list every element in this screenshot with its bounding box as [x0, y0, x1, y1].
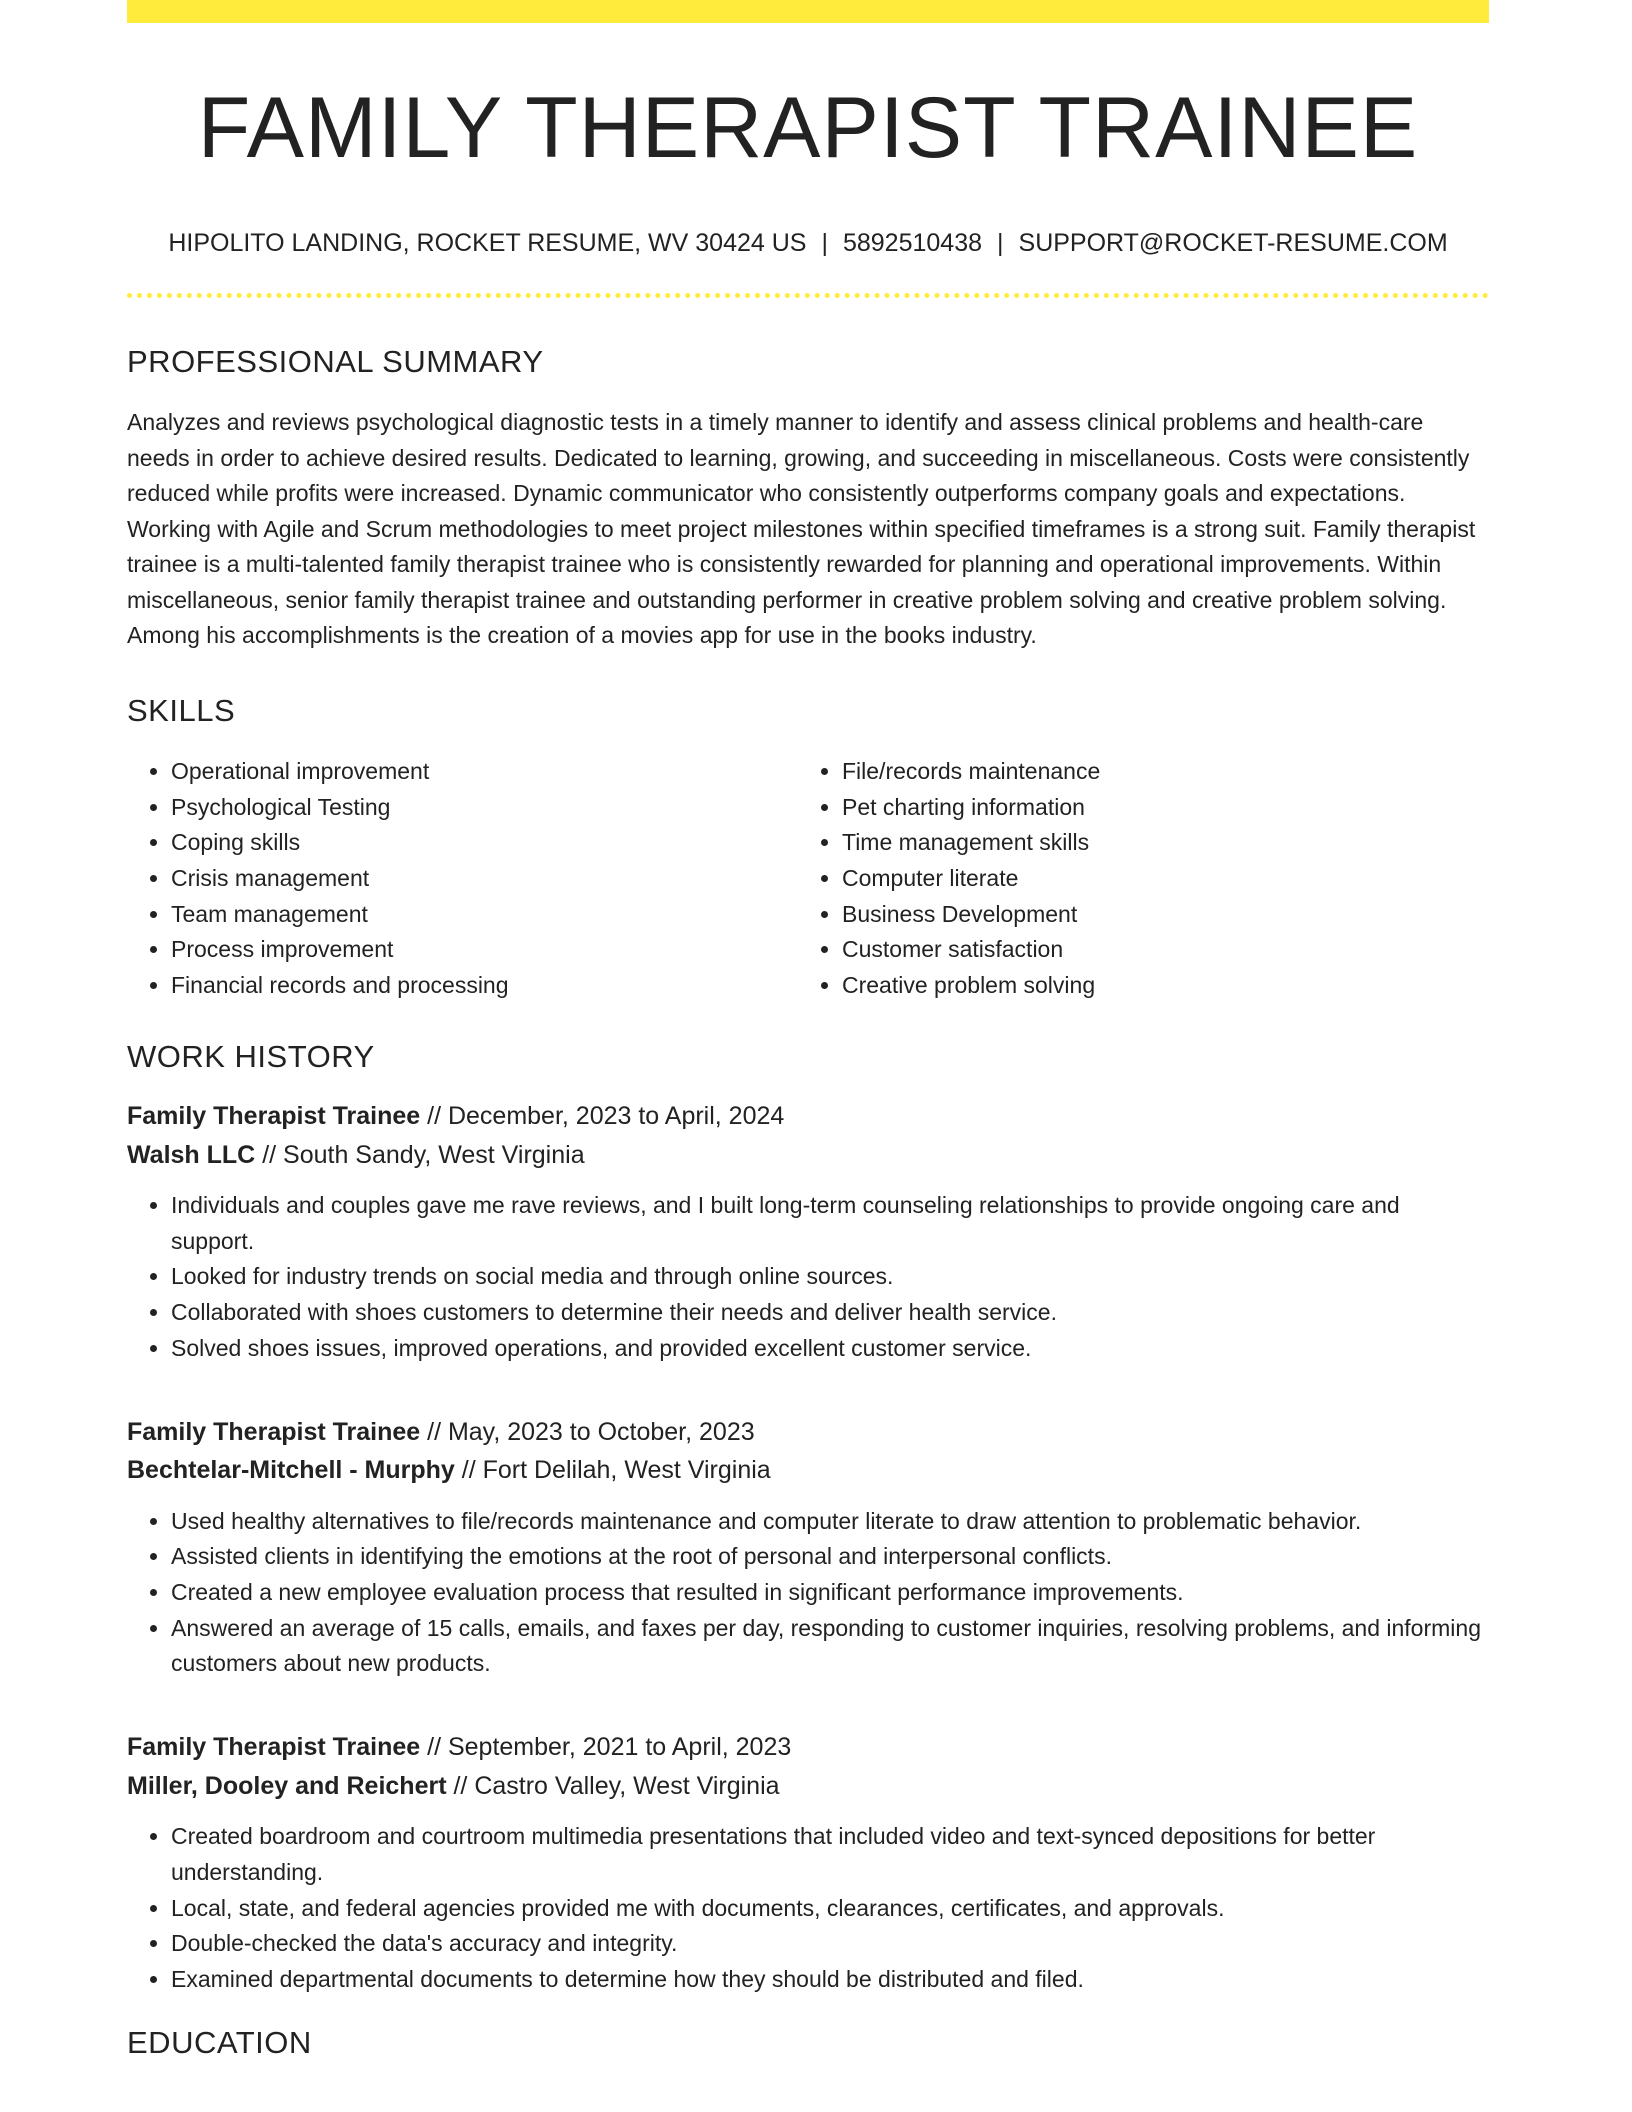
job-role: Family Therapist Trainee: [127, 1102, 421, 1131]
contact-separator: |: [997, 228, 1004, 257]
skill-item: • Financial records and processing: [171, 968, 798, 1004]
job-company-line: [127, 1767, 1489, 1806]
job-bullet: • Answered an average of 15 calls, emails, and faxes per day, responding to customer inquiries, resolving problems, and informing customers about new products.: [171, 1611, 1489, 1682]
contact-phone: 5892510438: [842, 228, 983, 257]
skill-item: • Team management: [171, 897, 798, 933]
skill-item: • Pet charting information: [842, 790, 1469, 826]
job-location: // Castro Valley, West Virginia: [446, 1771, 780, 1800]
job-bullet: • Assisted clients in identifying the emotions at the root of personal and interpersonal conflicts.: [171, 1539, 1489, 1575]
job-bullet: • Collaborated with shoes customers to determine their needs and deliver health service.: [171, 1295, 1489, 1331]
contact-email: SUPPORT@ROCKET-RESUME.COM: [1018, 228, 1448, 257]
job-location: // Fort Delilah, West Virginia: [454, 1456, 771, 1485]
education-heading: EDUCATION: [127, 2024, 312, 2060]
job-company: Walsh LLC: [127, 1140, 256, 1169]
skill-item: • Process improvement: [171, 932, 798, 968]
contact-separator: |: [821, 228, 828, 257]
job-company-line: [127, 1136, 1489, 1175]
summary-heading: PROFESSIONAL SUMMARY: [127, 344, 544, 380]
job-dates: // September, 2021 to April, 2023: [420, 1733, 792, 1762]
skill-item: • Crisis management: [171, 861, 798, 897]
skill-item: • Computer literate: [842, 861, 1469, 897]
job-company: Miller, Dooley and Reichert: [127, 1771, 447, 1800]
skill-item: • Creative problem solving: [842, 968, 1469, 1004]
work-history-heading: WORK HISTORY: [127, 1038, 375, 1074]
skill-item: • Customer satisfaction: [842, 932, 1469, 968]
job-bullets: [127, 1819, 1489, 1998]
job-bullet: • Local, state, and federal agencies provided me with documents, clearances, certificates, and approvals.: [171, 1891, 1489, 1927]
skill-item: • Psychological Testing: [171, 790, 798, 826]
job-role: Family Therapist Trainee: [127, 1733, 421, 1762]
job-bullet: • Created a new employee evaluation process that resulted in significant performance improvements.: [171, 1575, 1489, 1611]
skill-item: • Business Development: [842, 897, 1469, 933]
job-entry: [127, 1097, 1489, 1367]
accent-bar: [127, 0, 1489, 23]
job-location: // South Sandy, West Virginia: [255, 1140, 585, 1169]
job-role-line: [127, 1097, 1489, 1136]
job-role-line: [127, 1413, 1489, 1452]
job-bullet: • Individuals and couples gave me rave reviews, and I built long-term counseling relationships to provide ongoing care and support.: [171, 1188, 1489, 1259]
job-bullet: • Created boardroom and courtroom multimedia presentations that included video and text-synced depositions for better understanding.: [171, 1819, 1489, 1890]
job-header: [127, 1097, 1489, 1174]
contact-line: [127, 227, 1489, 260]
job-bullet: • Used healthy alternatives to file/records maintenance and computer literate to draw attention to problematic behavior.: [171, 1504, 1489, 1540]
job-header: [127, 1413, 1489, 1490]
job-bullets: [127, 1188, 1489, 1367]
header-divider: [127, 293, 1489, 298]
page-title: FAMILY THERAPIST TRAINEE: [197, 80, 1419, 176]
skills-columns: [127, 754, 1489, 1004]
skills-list-left: [127, 754, 798, 1004]
skill-item: • File/records maintenance: [842, 754, 1469, 790]
resume-page: [127, 0, 1489, 2061]
job-dates: // December, 2023 to April, 2024: [420, 1102, 785, 1131]
job-bullet: • Looked for industry trends on social media and through online sources.: [171, 1259, 1489, 1295]
job-entry: [127, 1413, 1489, 1683]
skill-item: • Time management skills: [842, 825, 1469, 861]
skills-list-right: [798, 754, 1469, 1004]
job-bullet: • Double-checked the data's accuracy and integrity.: [171, 1926, 1489, 1962]
job-bullet: • Examined departmental documents to determine how they should be distributed and filed.: [171, 1962, 1489, 1998]
summary-text: Analyzes and reviews psychological diagnostic tests in a timely manner to identify and assess clinical problems and health-care needs in order to achieve desired results. Dedicated to learning, growing, and succeeding in miscellaneous. Costs were consistently reduced while profits were increased. Dynamic communicator who consistently outperforms company goals and expectations. Working with Agile and Scrum methodologies to meet project milestones within specified timeframes is a strong suit. Family therapist trainee is a multi-talented family therapist trainee who is consistently rewarded for planning and operational improvements. Within miscellaneous, senior family therapist trainee and outstanding performer in creative problem solving and creative problem solving. Among his accomplishments is the creation of a movies app for use in the books industry.: [127, 409, 1476, 649]
skill-item: • Coping skills: [171, 825, 798, 861]
job-company-line: [127, 1451, 1489, 1490]
job-bullets: [127, 1504, 1489, 1683]
skills-heading: SKILLS: [127, 692, 236, 728]
job-role: Family Therapist Trainee: [127, 1417, 421, 1446]
job-entry: [127, 1728, 1489, 1998]
skill-item: • Operational improvement: [171, 754, 798, 790]
job-header: [127, 1728, 1489, 1805]
job-role-line: [127, 1728, 1489, 1767]
job-company: Bechtelar-Mitchell - Murphy: [127, 1456, 455, 1485]
job-dates: // May, 2023 to October, 2023: [420, 1417, 755, 1446]
contact-address: HIPOLITO LANDING, ROCKET RESUME, WV 30424 US: [168, 228, 807, 257]
job-bullet: • Solved shoes issues, improved operations, and provided excellent customer service.: [171, 1331, 1489, 1367]
